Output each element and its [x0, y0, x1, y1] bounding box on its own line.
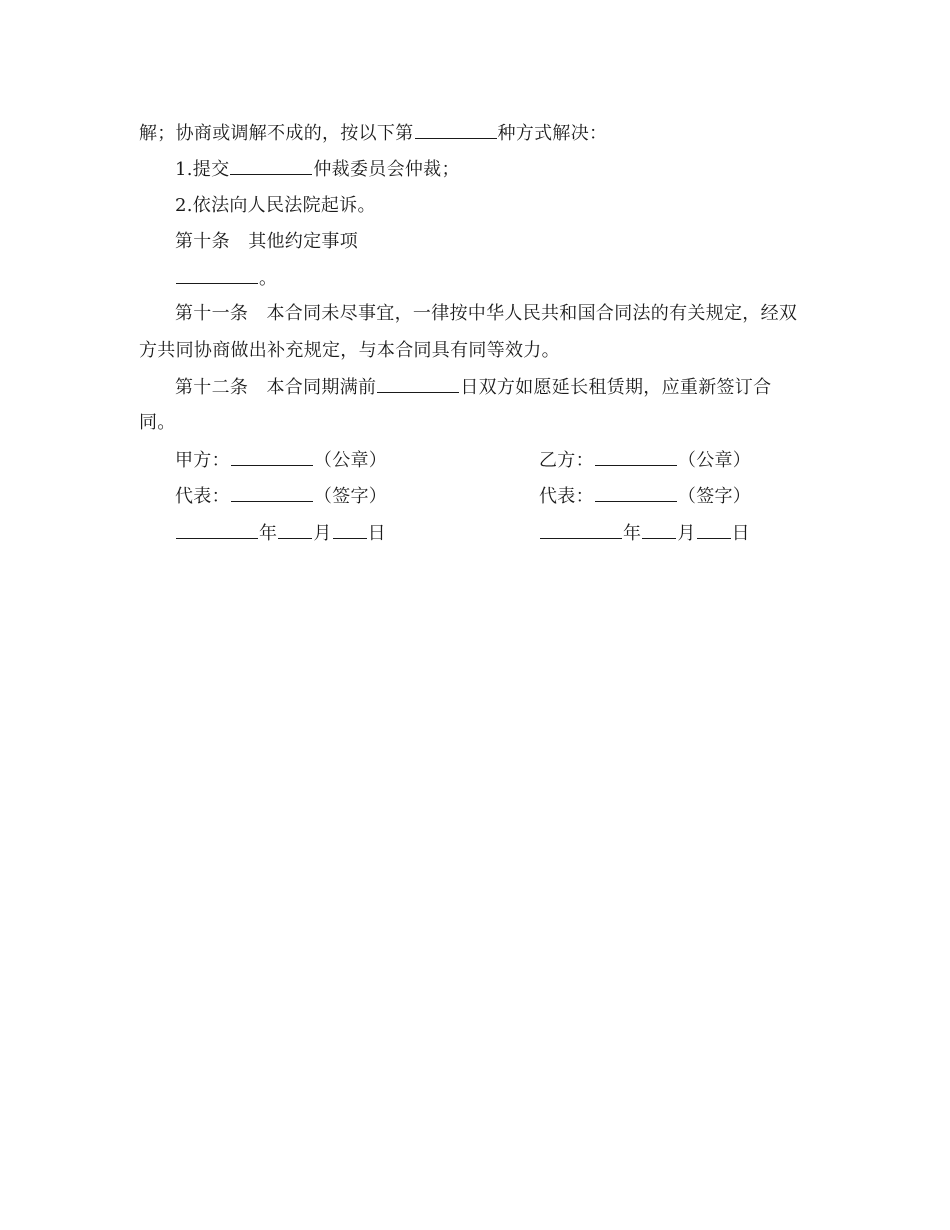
article10-period: 。 — [259, 268, 278, 289]
party-b-rep-label: 代表： — [539, 486, 594, 507]
party-b-year: 年 — [623, 523, 642, 544]
party-b-rep-line — [539, 484, 751, 509]
blank-party-a-name[interactable] — [231, 448, 313, 466]
article-11-line-2 — [139, 339, 560, 363]
party-b-label: 乙方： — [539, 450, 594, 471]
article12-line1-suffix: 日双方如愿延长租赁期，应重新签订合 — [460, 377, 772, 398]
dispute-line-suffix: 种方式解决： — [497, 123, 608, 144]
party-b-date-line — [539, 521, 750, 546]
party-b-sign: （签字） — [677, 486, 752, 507]
article-10-heading — [175, 230, 358, 254]
article-12-line-2 — [139, 411, 176, 435]
article-10-content — [175, 266, 277, 291]
article12-line1-prefix: 第十二条 本合同期满前 — [175, 377, 377, 398]
dispute-option-1 — [175, 157, 460, 182]
blank-party-a-month[interactable] — [278, 521, 312, 539]
article11-line1-text: 第十一条 本合同未尽事宜，一律按中华人民共和国合同法的有关规定，经双 — [175, 303, 798, 324]
blank-party-b-month[interactable] — [642, 521, 676, 539]
dispute-resolution-line — [139, 121, 607, 146]
dispute-line-prefix: 解；协商或调解不成的，按以下第 — [139, 123, 414, 144]
party-a-sign: （签字） — [313, 486, 388, 507]
blank-party-a-day[interactable] — [333, 521, 367, 539]
blank-days-before-expiry[interactable] — [377, 375, 459, 393]
party-a-month: 月 — [313, 523, 332, 544]
article-12-line-1 — [175, 375, 771, 400]
option1-suffix: 仲裁委员会仲裁； — [313, 159, 460, 180]
blank-other-matters[interactable] — [176, 266, 258, 284]
option2-text: 2.依法向人民法院起诉。 — [175, 195, 376, 216]
party-a-seal-line — [175, 448, 387, 473]
blank-party-b-rep[interactable] — [595, 484, 677, 502]
party-a-rep-label: 代表： — [175, 486, 230, 507]
blank-arbitration-committee[interactable] — [230, 157, 312, 175]
blank-party-a-rep[interactable] — [231, 484, 313, 502]
blank-party-a-year[interactable] — [176, 521, 258, 539]
article12-line2-text: 同。 — [139, 412, 176, 433]
blank-party-b-year[interactable] — [540, 521, 622, 539]
party-a-label: 甲方： — [175, 450, 230, 471]
party-a-day: 日 — [367, 523, 386, 544]
party-b-seal-line — [539, 448, 751, 473]
option1-prefix: 1.提交 — [175, 159, 230, 180]
blank-method-number[interactable] — [415, 121, 497, 139]
article11-line2-text: 方共同协商做出补充规定，与本合同具有同等效力。 — [139, 340, 560, 361]
dispute-option-2 — [175, 194, 376, 218]
party-a-seal: （公章） — [313, 450, 388, 471]
party-a-year: 年 — [259, 523, 278, 544]
party-a-rep-line — [175, 484, 387, 509]
party-b-seal: （公章） — [677, 450, 752, 471]
party-b-month: 月 — [677, 523, 696, 544]
article10-heading-text: 第十条 其他约定事项 — [175, 231, 358, 252]
blank-party-b-name[interactable] — [595, 448, 677, 466]
party-b-day: 日 — [731, 523, 750, 544]
article-11-line-1 — [175, 302, 797, 326]
blank-party-b-day[interactable] — [697, 521, 731, 539]
party-a-date-line — [175, 521, 386, 546]
